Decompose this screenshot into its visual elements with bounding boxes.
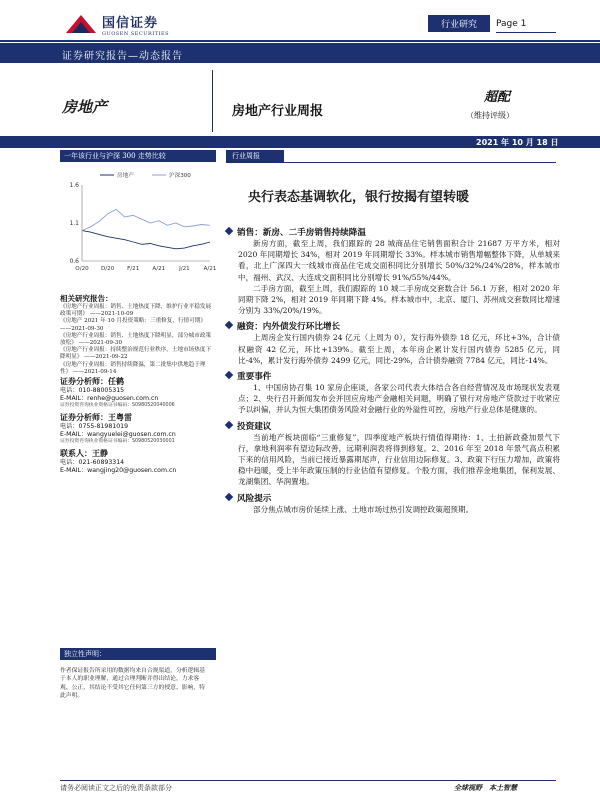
logo-cn: 国信证券 (102, 15, 159, 31)
rating: 超配 (484, 90, 511, 105)
y-tick-label: 1.6 (69, 182, 79, 189)
x-tick-label: D/20 (100, 266, 115, 272)
section-heading: 融资：内外债发行环比增长 (226, 320, 560, 332)
header-divider (0, 40, 600, 42)
analyst-name: 证券分析师：任鹤 (60, 376, 124, 386)
bullet-icon (225, 492, 233, 500)
related-item[interactable]: 《房地产行业周报：销售、土地热度下降明显，部分城市政策放松》 ——2021-09-30 (60, 332, 212, 347)
paragraph: 新房方面，截至上周，我们跟踪的 28 城商品住宅销售面积合计 21687 万平方米，相对 2020 年同期增长 34%，相对 2019 年同期增长 33%。样本城市销售增幅整体下降，从单城来看，北上广深四大一线城市商品住宅成交面积同比分别增长 50%/32%/24%/28%，样本城市中，福州、武汉、大连成交面积同比分别增长 91%/55%/44%。 (238, 239, 560, 282)
bullet-icon (225, 420, 233, 428)
footer-divider (60, 780, 556, 781)
disclaimer-text: 作者保证报告所采用的数据均来自合规渠道，分析逻辑基于本人的职业理解，通过合理判断并得出结论，力求客观、公正，其结论不受其它任何第三方的授意、影响，特此声明。 (60, 668, 205, 700)
section-heading: 重要事件 (226, 370, 560, 382)
report-date: 2021 年 10 月 18 日 (476, 138, 559, 147)
paragraph: 部分焦点城市房价延续上涨、土地市场过热引发调控政策超预期。 (253, 504, 474, 514)
y-tick-label: 1.1 (69, 220, 79, 227)
analyst-list (60, 373, 216, 475)
related-item[interactable]: 《房地产行业周报：持续整治规范行业秩序，土地市场热度下降明显》 ——2021-09-22 (60, 347, 212, 361)
x-tick-label: A/21 (152, 266, 166, 272)
analyst-name: 证券分析师：王粤雷 (60, 412, 132, 422)
disclaimer-heading: 独立性声明： (60, 648, 216, 660)
analyst-cert: 证券投资咨询执业资格证书编码：S0980520030001 (60, 439, 175, 444)
chart-svg (60, 165, 216, 285)
report-title: 房地产行业周报 (232, 104, 324, 119)
logo-en: GUOSEN SECURITIES (102, 30, 170, 37)
paragraph: 上周房企发行国内债券 24 亿元（上周为 0），发行海外债券 18 亿元，环比+3%，合计债权融资 42 亿元，环比+139%。截至上周，本年房企累计发行国内债券 5285 亿元，同比-4%，累计发行海外债券 2499 亿元，同比-29%，合计债券融资 7784 亿元，同比-14%。 (238, 333, 560, 365)
analyst-phone: 电话：010-88005315 (60, 387, 125, 394)
x-tick-label: J/21 (179, 266, 190, 272)
section-divider (226, 162, 556, 163)
section-tag: 行业周报 (226, 150, 284, 162)
title-divider (212, 70, 213, 132)
chart-heading: 一年该行业与沪深 300 走势比较 (60, 150, 216, 162)
contact-phone: 电话：021-60893314 (60, 459, 125, 466)
related-heading: 相关研究报告： (60, 294, 113, 303)
report-type-tag: 行业研究 (428, 15, 490, 32)
x-tick-label: O/20 (75, 266, 89, 272)
report-body (226, 222, 560, 515)
bullet-icon (225, 321, 233, 329)
rating-note: （维持评级） (466, 111, 514, 120)
section-heading: 风险提示 (226, 492, 560, 504)
series-line (82, 231, 210, 249)
headline: 央行表态基调软化，银行按揭有望转暖 (248, 190, 470, 205)
paragraph: 二手房方面，截至上周，我们跟踪的 10 城二手房成交套数合计 56.1 万套，相对 2020 年同期下降 2%，相对 2019 年同期下降 4%。样本城市中，北京、厦门、苏州成交套数同比增速分别为 33%/20%/19%。 (238, 283, 560, 316)
bullet-icon (225, 371, 233, 379)
footer-slogan: 全球视野 本土智慧 (454, 783, 517, 792)
related-reports (60, 293, 216, 376)
paragraph: 1、中国房协召集 10 家房企座谈，各家公司代表大体结合各自经营情况及市场现状发表观点；2、央行召开新闻发布会并回应房地产金融相关问题，明确了银行对房地产贷款过于收紧应予以纠偏，并认为恒大集团债务风险对金融行业的外溢性可控，房地产行业总体是健康的。 (238, 383, 560, 415)
analyst-block (60, 412, 216, 445)
x-tick-label: F/21 (127, 266, 140, 272)
sector-name: 房地产 (62, 98, 108, 116)
section-heading: 投资建议 (226, 420, 560, 432)
analyst-block (60, 448, 216, 475)
analyst-email[interactable]: E-MAIL：wangyuelei@guosen.com.cn (60, 431, 176, 438)
series-line (82, 209, 210, 230)
paragraph: 当前地产板块面临“三重修复”，四季度地产板块行情值得期待：1、土拍新政叠加景气下行，拿地利润率有望边际改善，远期利润表将得到修复。2、2016 年至 2018 年景气高点积累下来的信用风险，当前已接近暴露期尾声，行业信用边际修复。3、政策下行压力增加，政策将稳中趋暖，受上半年政策压制的行业估值有望修复。个股方面，我们推荐金地集团，保利发展、龙湖集团、华润置地。 (238, 432, 560, 487)
band-title: 证券研究报告—动态报告 (62, 51, 183, 62)
section-heading: 销售：新房、二手房销售持续降温 (226, 226, 560, 238)
y-tick-label: 0.6 (69, 258, 79, 265)
related-item[interactable]: 《房地产行业周报：销售持续降温，第二批集中供地趋于理性》 ——2021-09-14 (60, 361, 206, 375)
performance-chart (60, 165, 216, 285)
contact-name: 联系人：王静 (60, 448, 108, 458)
footer-disclaimer-note: 请务必阅读正文之后的免责条款部分 (60, 784, 172, 792)
related-item[interactable]: 《房地产行业周报：销售、土地热度下降，维护行业平稳发展政策可期》 ——2021-10-09 (60, 304, 212, 318)
related-item[interactable]: 《房地产 2021 年 10 月投资策略：三重修复，行情可期》 ——2021-09-30 (60, 318, 206, 332)
analyst-block (60, 376, 216, 409)
analyst-phone: 电话：0755-81981019 (60, 423, 129, 430)
analyst-email[interactable]: E-MAIL：renhe@guosen.com.cn (60, 395, 159, 402)
contact-email[interactable]: E-MAIL：wangjing20@guosen.com.cn (60, 467, 177, 474)
analyst-cert: 证券投资咨询执业资格证书编码：S0980520040006 (60, 403, 175, 408)
x-tick-label: A/21 (203, 266, 216, 272)
legend-label: 沪深300 (169, 173, 191, 179)
logo-icon (64, 13, 98, 35)
page-number: Page 1 (496, 15, 556, 33)
bullet-icon (225, 227, 233, 235)
legend-label: 房地产 (117, 173, 134, 179)
company-logo (64, 8, 169, 40)
